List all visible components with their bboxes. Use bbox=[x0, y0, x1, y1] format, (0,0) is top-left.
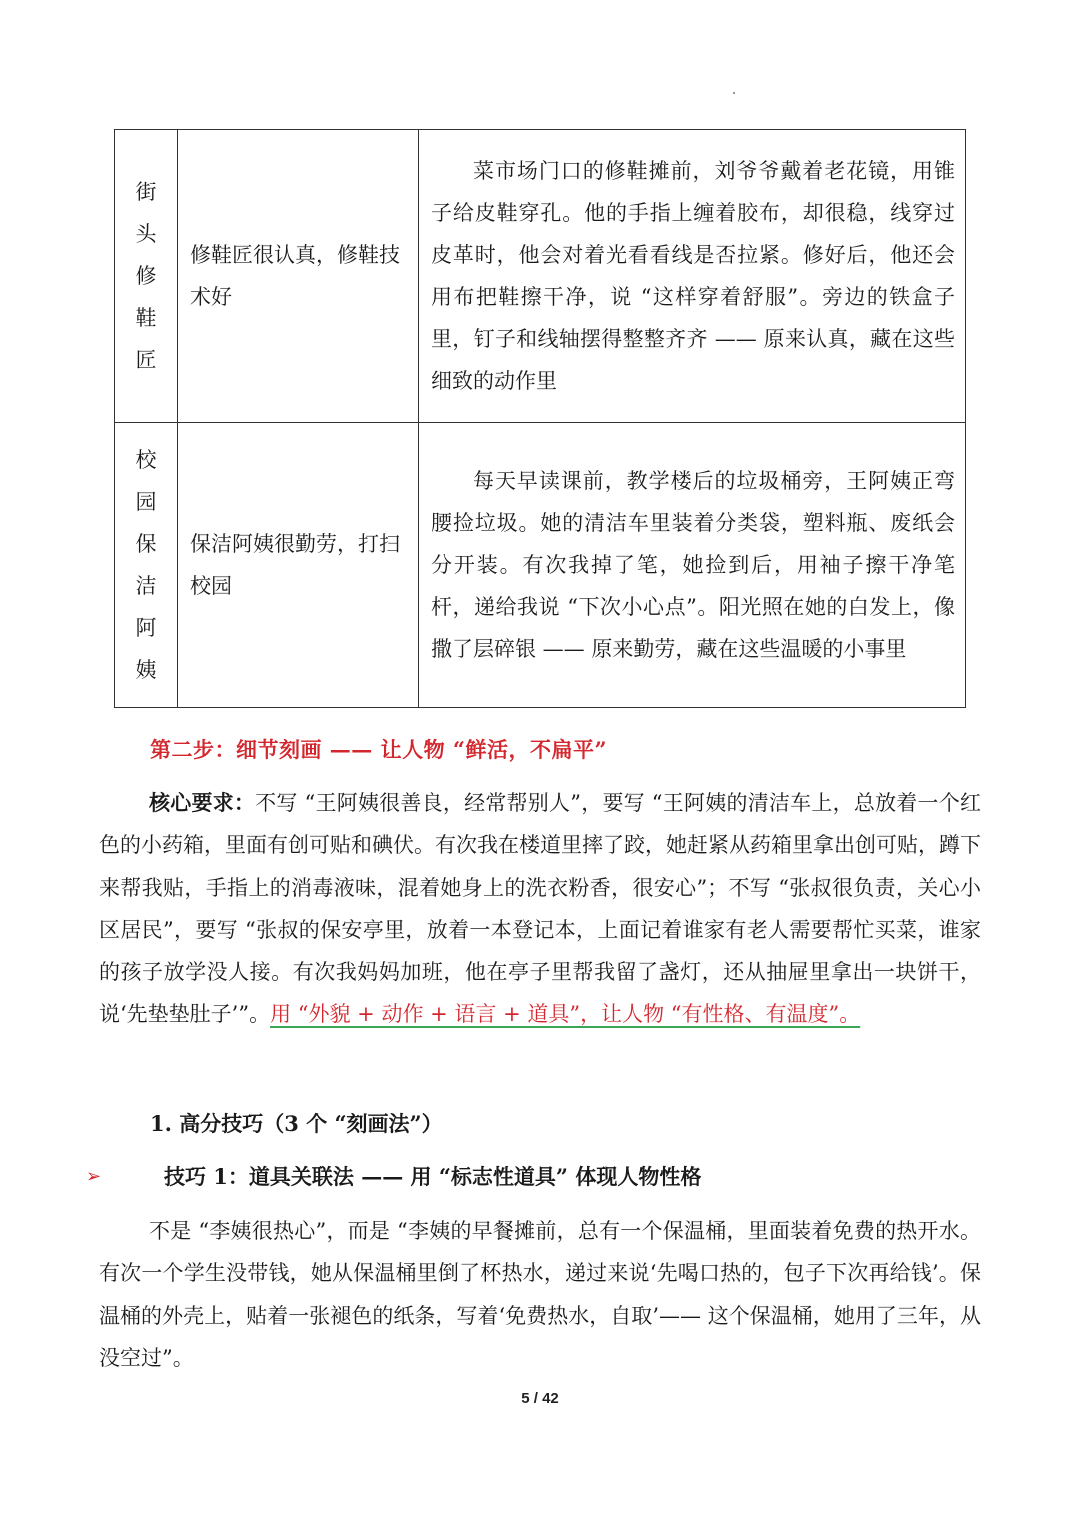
table-cell-detail: 每天早读课前，教学楼后的垃圾桶旁，王阿姨正弯腰捡垃圾。她的清洁车里装着分类袋，塑料瓶、废纸会分开装。有次我掉了笔，她捡到后，用袖子擦干净笔杆，递给我说 “下次小心点”。阳光照在她的白发上，像撒了层碎银 —— 原来勤劳，藏在这些温暖的小事里 bbox=[419, 423, 966, 708]
core-requirement-label: 核心要求： bbox=[149, 790, 256, 815]
page-number: 5 / 42 bbox=[521, 1390, 559, 1407]
table-row bbox=[115, 423, 966, 708]
examples-table bbox=[114, 129, 966, 708]
table-cell-name bbox=[115, 130, 178, 423]
core-requirement-paragraph bbox=[99, 782, 981, 1036]
section-title: 1. 高分技巧（3 个 “刻画法”） bbox=[150, 1111, 443, 1136]
character-name: 街头修鞋匠 bbox=[135, 180, 157, 372]
tip-example-paragraph: 不是 “李姨很热心”，而是 “李姨的早餐摊前，总有一个保温桶，里面装着免费的热开水。有次一个学生没带钱，她从保温桶里倒了杯热水，递过来说‘先喝口热的，包子下次再给钱’。保温桶的外壳上，贴着一张褪色的纸条，写着‘免费热水，自取’—— 这个保温桶，她用了三年，从没空过”。 bbox=[99, 1219, 981, 1370]
table-cell-summary: 保洁阿姨很勤劳，打扫校园 bbox=[178, 423, 419, 708]
table-cell-detail: 菜市场门口的修鞋摊前，刘爷爷戴着老花镜，用锥子给皮鞋穿孔。他的手指上缠着胶布，却很稳，线穿过皮革时，他会对着光看看线是否拉紧。修好后，他还会用布把鞋擦干净，说 “这样穿着舒服”。旁边的铁盒子里，钉子和线轴摆得整整齐齐 —— 原来认真，藏在这些细致的动作里 bbox=[419, 130, 966, 423]
tip-heading-row bbox=[86, 1157, 976, 1197]
step-two-heading: 第二步：细节刻画 —— 让人物 “鲜活，不扁平” bbox=[150, 737, 608, 762]
core-requirement-highlight: 用 “外貌 + 动作 + 语言 + 道具”，让人物 “有性格、有温度”。 bbox=[270, 1002, 861, 1027]
character-name: 校园保洁阿姨 bbox=[135, 448, 157, 682]
arrow-bullet-icon: ➢ bbox=[86, 1166, 102, 1187]
core-requirement-body: 不写 “王阿姨很善良，经常帮别人”，要写 “王阿姨的清洁车上，总放着一个红色的小药箱，里面有创可贴和碘伏。有次我在楼道里摔了跤，她赶紧从药箱里拿出创可贴，蹲下来帮我贴，手指上的消毒液味，混着她身上的洗衣粉香，很安心”；不写 “张叔很负责，关心小区居民”，要写 “张叔的保安亭里，放着一本登记本，上面记着谁家有老人需要帮忙买菜，谁家的孩子放学没人接。有次我妈妈加班，他在亭子里帮我留了盏灯，还从抽屉里拿出一块饼干，说‘先垫垫肚子’”。 bbox=[99, 791, 981, 1027]
page-speck bbox=[733, 92, 735, 94]
table-row bbox=[115, 130, 966, 423]
tip-title: 技巧 1：道具关联法 —— 用 “标志性道具” 体现人物性格 bbox=[164, 1164, 702, 1189]
table-cell-summary: 修鞋匠很认真，修鞋技术好 bbox=[178, 130, 419, 423]
table-cell-name bbox=[115, 423, 178, 708]
